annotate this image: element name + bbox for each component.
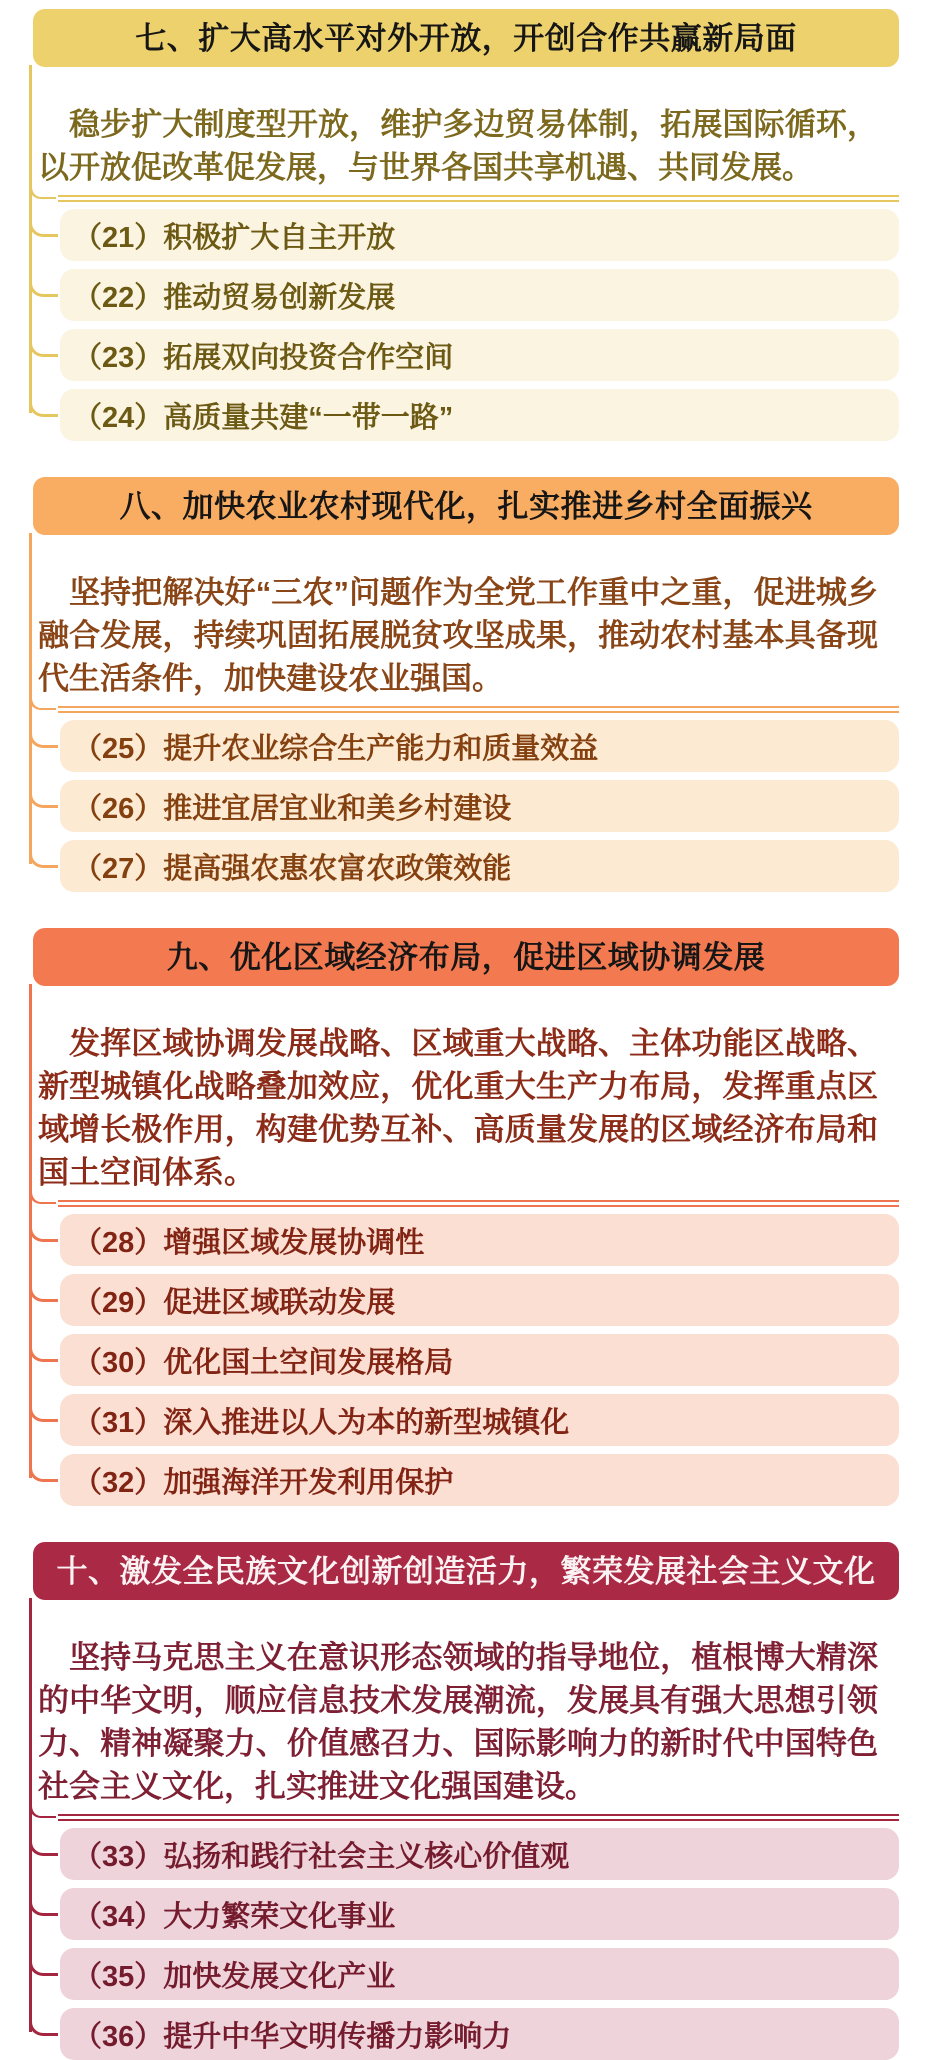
list-item: [60, 1334, 899, 1386]
list-item: [60, 1888, 899, 1940]
separator-line: [58, 195, 899, 202]
section-10: [33, 1542, 899, 2060]
branch-curve: [29, 271, 58, 297]
list-item: [60, 209, 899, 261]
section-8-intro: 坚持把解决好“三农”问题作为全党工作重中之重，促进城乡融合发展，持续巩固拓展脱贫攻坚成果，推动农村基本具备现代生活条件，加快建设农业强国。: [38, 575, 878, 696]
branch-curve: [29, 331, 58, 357]
branch-curve: [29, 722, 58, 748]
separator-branch-curve: [29, 693, 56, 710]
item-label: （23）拓展双向投资合作空间: [73, 341, 454, 374]
section-10-intro: 坚持马克思主义在意识形态领域的指导地位，植根博大精深的中华文明，顺应信息技术发展潮流，发展具有强大思想引领力、精神凝聚力、价值感召力、国际影响力的新时代中国特色社会主义文化，扎实推进文化强国建设。: [38, 1640, 878, 1804]
branch-curve: [29, 1396, 58, 1422]
branch-curve: [29, 1216, 58, 1242]
section-9-body: [33, 986, 899, 1506]
separator-line: [58, 706, 899, 713]
section-9: [33, 928, 899, 1506]
list-item: [60, 780, 899, 832]
section-9-intro: 发挥区域协调发展战略、区域重大战略、主体功能区战略、新型城镇化战略叠加效应，优化重大生产力布局，发挥重点区域增长极作用，构建优势互补、高质量发展的区域经济布局和国土空间体系。: [38, 1026, 878, 1190]
list-item: [60, 840, 899, 892]
list-item: [60, 1214, 899, 1266]
section-7-intro: 稳步扩大制度型开放，维护多边贸易体制，拓展国际循环，以开放促改革促发展，与世界各国共享机遇、共同发展。: [38, 107, 878, 185]
list-item: [60, 1948, 899, 2000]
section-10-item-list: [33, 1828, 899, 2060]
section-8: [33, 477, 899, 892]
section-10-body: [33, 1600, 899, 2060]
section-8-title: 八、加快农业农村现代化，扎实推进乡村全面振兴: [119, 488, 813, 524]
branch-curve: [29, 1950, 58, 1976]
section-7-title: 七、扩大高水平对外开放，开创合作共赢新局面: [135, 20, 797, 56]
section-8-body: [33, 535, 899, 892]
item-label: （31）深入推进以人为本的新型城镇化: [73, 1406, 570, 1439]
list-item: [60, 2008, 899, 2060]
branch-curve: [29, 2010, 58, 2036]
item-label: （26）推进宜居宜业和美乡村建设: [73, 792, 512, 825]
branch-curve: [29, 1830, 58, 1856]
section-7: [33, 9, 899, 441]
item-label: （21）积极扩大自主开放: [73, 221, 396, 254]
item-label: （24）高质量共建“一带一路”: [73, 401, 454, 434]
branch-curve: [29, 782, 58, 808]
section-10-title: 十、激发全民族文化创新创造活力，繁荣发展社会主义文化: [56, 1553, 876, 1589]
branch-curve: [29, 391, 58, 417]
item-label: （29）促进区域联动发展: [73, 1286, 396, 1319]
separator-line: [58, 1814, 899, 1821]
list-item: [60, 329, 899, 381]
item-label: （33）弘扬和践行社会主义核心价值观: [73, 1840, 570, 1873]
section-9-header: [33, 928, 899, 986]
branch-curve: [29, 842, 58, 868]
separator-branch-curve: [29, 1187, 56, 1204]
list-item: [60, 389, 899, 441]
item-label: （34）大力繁荣文化事业: [73, 1900, 396, 1933]
item-label: （30）优化国土空间发展格局: [73, 1346, 454, 1379]
item-label: （22）推动贸易创新发展: [73, 281, 396, 314]
section-9-title: 九、优化区域经济布局，促进区域协调发展: [166, 939, 766, 975]
item-label: （36）提升中华文明传播力影响力: [73, 2020, 512, 2053]
list-item: [60, 1394, 899, 1446]
item-label: （32）加强海洋开发利用保护: [73, 1466, 454, 1499]
section-7-bracket-line: [29, 65, 32, 413]
branch-curve: [29, 1456, 58, 1482]
section-8-item-list: [33, 720, 899, 892]
branch-curve: [29, 1336, 58, 1362]
branch-curve: [29, 1276, 58, 1302]
item-label: （28）增强区域发展协调性: [73, 1226, 425, 1259]
section-8-header: [33, 477, 899, 535]
item-label: （25）提升农业综合生产能力和质量效益: [73, 732, 599, 765]
section-7-header: [33, 9, 899, 67]
item-label: （35）加快发展文化产业: [73, 1960, 396, 1993]
list-item: [60, 269, 899, 321]
section-9-item-list: [33, 1214, 899, 1506]
branch-curve: [29, 1890, 58, 1916]
branch-curve: [29, 211, 58, 237]
list-item: [60, 720, 899, 772]
separator-branch-curve: [29, 182, 56, 199]
section-7-item-list: [33, 209, 899, 441]
separator-line: [58, 1200, 899, 1207]
list-item: [60, 1454, 899, 1506]
list-item: [60, 1828, 899, 1880]
separator-branch-curve: [29, 1801, 56, 1818]
list-item: [60, 1274, 899, 1326]
section-7-body: [33, 67, 899, 441]
section-10-header: [33, 1542, 899, 1600]
item-label: （27）提高强农惠农富农政策效能: [73, 852, 512, 885]
